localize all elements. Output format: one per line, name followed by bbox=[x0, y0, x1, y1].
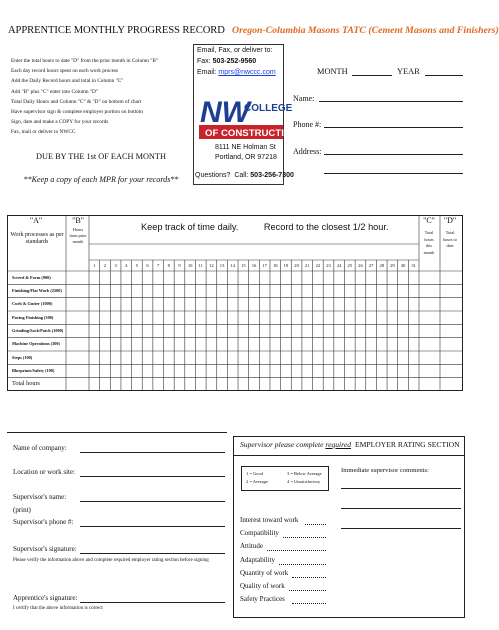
rating-label: Adaptability bbox=[240, 555, 275, 564]
work-process-row: Steps (100) bbox=[12, 354, 33, 360]
name-label: Name: bbox=[293, 94, 315, 103]
year-label: YEAR bbox=[397, 67, 420, 76]
rating-field[interactable] bbox=[279, 564, 326, 565]
day-number: 17 bbox=[262, 263, 267, 268]
day-number: 7 bbox=[157, 263, 160, 268]
instruction-item: Fax, mail or deliver to NWCC bbox=[11, 129, 76, 136]
rating-label: Safety Practices bbox=[240, 595, 285, 604]
rating-field[interactable] bbox=[305, 524, 326, 525]
rating-field[interactable] bbox=[292, 603, 326, 604]
employer-rating-title: EMPLOYER RATING SECTION bbox=[355, 440, 460, 449]
day-number: 29 bbox=[390, 263, 395, 268]
supervisor-signature-label: Supervisor's signature: bbox=[13, 545, 77, 553]
rating-label: Attitude bbox=[240, 542, 263, 551]
work-process-row: Grinding/Sack/Patch (1000) bbox=[12, 328, 64, 333]
rating-legend bbox=[241, 466, 329, 491]
day-number: 5 bbox=[135, 263, 139, 268]
supervisor-instruction bbox=[240, 440, 351, 449]
day-number: 10 bbox=[187, 263, 193, 268]
supervisor-instruction-text: Supervisor please complete bbox=[240, 440, 324, 449]
contact-heading: Email, Fax, or deliver to: bbox=[197, 47, 273, 54]
comment-line[interactable] bbox=[341, 488, 461, 489]
rating-label: Quality of work bbox=[240, 582, 285, 590]
col-a-subheader: Work processes as per standards bbox=[10, 232, 64, 245]
day-number: 3 bbox=[114, 263, 117, 268]
company-field[interactable] bbox=[80, 452, 225, 453]
work-process-row: Paving Finishing (300) bbox=[12, 314, 54, 320]
rating-field[interactable] bbox=[292, 577, 326, 578]
legend-below-average: 3 = Below Average bbox=[287, 471, 322, 476]
form-title: APPRENTICE MONTHLY PROGRESS RECORD bbox=[8, 25, 225, 36]
supervisor-phone-label: Supervisor's phone #: bbox=[13, 518, 74, 526]
rating-label: Quantity of work bbox=[240, 568, 289, 577]
city-address: Portland, OR 97218 bbox=[215, 154, 277, 161]
col-a-header: "A" bbox=[29, 216, 43, 225]
address-label: Address: bbox=[293, 147, 322, 156]
total-hours-row: Total hours bbox=[12, 380, 40, 388]
instruction-item: Each day record hours spent on each work process bbox=[11, 68, 119, 75]
day-number: 14 bbox=[230, 263, 235, 268]
rating-field[interactable] bbox=[267, 550, 326, 551]
rating-label: Compatibility bbox=[240, 529, 279, 538]
location-label: Location or work site: bbox=[13, 468, 76, 476]
day-number: 31 bbox=[411, 263, 416, 268]
legend-average: 2 = Average bbox=[246, 479, 268, 484]
day-number: 24 bbox=[336, 263, 342, 268]
print-hint: (print) bbox=[13, 506, 31, 514]
comments-label: Immediate supervisor comments: bbox=[341, 467, 429, 474]
instruction-item: Have supervisor sign & complete employer portion on bottom bbox=[11, 109, 143, 116]
instruction-item: Add the Daily Record hours and total in Column "C" bbox=[11, 78, 124, 85]
company-label: Name of company: bbox=[13, 444, 67, 452]
section-divider bbox=[7, 432, 227, 433]
instruction-item: Enter the total hours to date "D" from the prior month in Column "B" bbox=[11, 58, 159, 64]
day-number: 12 bbox=[209, 263, 214, 268]
certify-note: I certify that the above information is correct bbox=[13, 606, 103, 611]
day-number: 2 bbox=[103, 263, 107, 268]
month-label: MONTH bbox=[317, 67, 348, 76]
legend-unsatisfactory: 4 = Unsatisfactory bbox=[287, 479, 321, 484]
apprentice-signature-label: Apprentice's signature: bbox=[13, 594, 78, 602]
call-label: Call: bbox=[234, 172, 249, 179]
supervisor-name-label: Supervisor's name: bbox=[13, 493, 67, 501]
day-number: 18 bbox=[272, 263, 278, 268]
col-d-header: "D" bbox=[443, 216, 457, 225]
work-process-row: Curb & Gutter (1000) bbox=[12, 301, 53, 307]
work-process-row: Machine Operations (300) bbox=[12, 341, 60, 347]
day-number: 13 bbox=[219, 263, 225, 268]
work-process-row: Finishing/Flat Work (2500) bbox=[12, 288, 62, 293]
questions-label: Questions? bbox=[195, 172, 231, 179]
email-label: Email: bbox=[197, 69, 217, 76]
day-number: 25 bbox=[347, 263, 353, 268]
employer-rating-box bbox=[233, 436, 465, 618]
day-number: 11 bbox=[198, 263, 203, 268]
col-b-subheader: Hours from prior month bbox=[69, 227, 87, 244]
logo-college-text: COLLEGE bbox=[244, 103, 293, 114]
day-number: 27 bbox=[368, 263, 374, 268]
comment-line[interactable] bbox=[341, 508, 461, 509]
required-word: required bbox=[325, 440, 352, 449]
street-address: 8111 NE Holman St bbox=[215, 144, 276, 151]
col-b-header: "B" bbox=[72, 216, 84, 225]
logo-nw-text: NW bbox=[200, 96, 250, 129]
day-number: 6 bbox=[146, 263, 149, 268]
rating-header-divider bbox=[233, 455, 465, 456]
day-number: 26 bbox=[358, 263, 363, 268]
supervisor-phone-field[interactable] bbox=[80, 526, 225, 527]
verify-note: Please verify the information above and complete required employer rating section before signing bbox=[13, 558, 209, 563]
fax-label: Fax: bbox=[197, 58, 211, 65]
day-number: 23 bbox=[326, 263, 331, 268]
rating-field[interactable] bbox=[283, 537, 326, 538]
work-process-row: Blueprints/Safety (100) bbox=[12, 368, 55, 373]
instruction-item: Sign, date and make a COPY for your records bbox=[11, 119, 109, 126]
form-subtitle: Oregon-Columbia Masons TATC (Cement Masons and Finishers) bbox=[232, 25, 499, 36]
keep-copy-notice: **Keep a copy of each MPR for your records** bbox=[23, 175, 179, 184]
logo-construction-text: OF CONSTRUCTION bbox=[205, 128, 299, 139]
email-link[interactable]: mprs@nwccc.com bbox=[218, 69, 276, 76]
day-number: 15 bbox=[241, 263, 246, 268]
work-process-row: Screed & Form (900) bbox=[12, 274, 51, 280]
day-number: 4 bbox=[125, 263, 128, 268]
day-number: 30 bbox=[400, 263, 406, 268]
due-notice: DUE BY THE 1st OF EACH MONTH bbox=[36, 152, 166, 161]
supervisor-name-field[interactable] bbox=[80, 501, 225, 502]
col-c-header: "C" bbox=[423, 216, 435, 225]
day-number: 9 bbox=[178, 263, 181, 268]
day-number: 19 bbox=[283, 263, 289, 268]
day-number: 28 bbox=[379, 263, 385, 268]
day-number: 1 bbox=[93, 263, 96, 268]
day-number: 8 bbox=[167, 263, 170, 268]
location-field[interactable] bbox=[80, 476, 225, 477]
day-number: 22 bbox=[315, 263, 321, 268]
col-c-subheader: Total hours this month bbox=[423, 230, 435, 255]
fax-number: 503-252-9560 bbox=[212, 58, 257, 65]
col-d-subheader: Total hours to date bbox=[443, 230, 457, 248]
record-hours-banner: Keep track of time daily. Record to the closest 1/2 hour. bbox=[141, 222, 389, 232]
phone-label: Phone #: bbox=[293, 120, 322, 129]
phone-number: 503-256-7300 bbox=[250, 172, 294, 179]
instruction-item: Total Daily Hours and Column "C" & "D" on bottom of chart bbox=[11, 98, 142, 105]
rating-label: Interest toward work bbox=[240, 516, 299, 524]
legend-good: 1 = Good bbox=[246, 471, 264, 476]
day-number: 20 bbox=[294, 263, 299, 268]
day-number: 21 bbox=[304, 263, 310, 268]
comment-line[interactable] bbox=[341, 528, 461, 529]
instruction-item: Add "B" plus "C" enter into Column "D" bbox=[11, 88, 98, 95]
day-number: 16 bbox=[251, 263, 257, 268]
supervisor-signature-field[interactable] bbox=[80, 553, 225, 554]
rating-field[interactable] bbox=[289, 590, 326, 591]
apprentice-signature-field[interactable] bbox=[80, 602, 225, 603]
